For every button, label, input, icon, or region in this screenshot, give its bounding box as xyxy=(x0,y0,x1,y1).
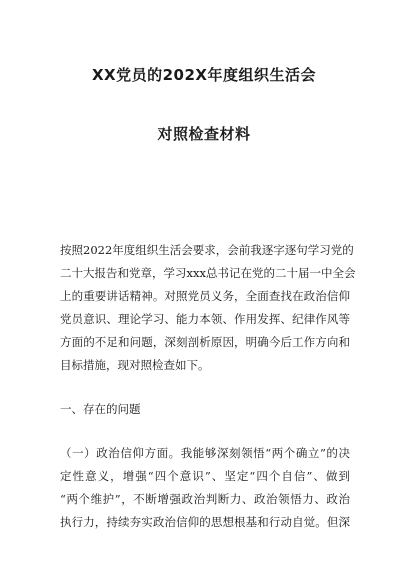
point-line: （一）政治信仰方面。我能够深刻领悟“两个确立”的决 xyxy=(60,446,350,460)
intro-line: 上的重要讲话精神。对照党员义务，全面查找在政治信仰 xyxy=(60,289,350,303)
point-line: 定性意义，增强“四个意识”、坚定“四个自信”、做到 xyxy=(60,469,350,483)
intro-line: 党员意识、理论学习、能力本领、作用发挥、纪律作风等 xyxy=(60,312,350,326)
section-heading: 一、存在的问题 xyxy=(60,402,141,416)
document-title: XX党员的202X年度组织生活会 xyxy=(91,66,316,84)
intro-line: 按照2022年度组织生活会要求，会前我逐字逐句学习党的 xyxy=(60,243,354,257)
document-subtitle: 对照检查材料 xyxy=(157,125,251,143)
point-line: “两个维护”，不断增强政治判断力、政治领悟力、政治 xyxy=(60,492,350,506)
intro-line: 目标措施，现对照检查如下。 xyxy=(60,358,210,372)
point-line: 执行力，持续夯实政治信仰的思想根基和行动自觉。但深 xyxy=(60,515,350,529)
intro-line: 二十大报告和党章，学习xxx总书记在党的二十届一中全会 xyxy=(60,266,356,280)
intro-line: 方面的不足和问题，深刻剖析原因，明确今后工作方向和 xyxy=(60,335,350,349)
